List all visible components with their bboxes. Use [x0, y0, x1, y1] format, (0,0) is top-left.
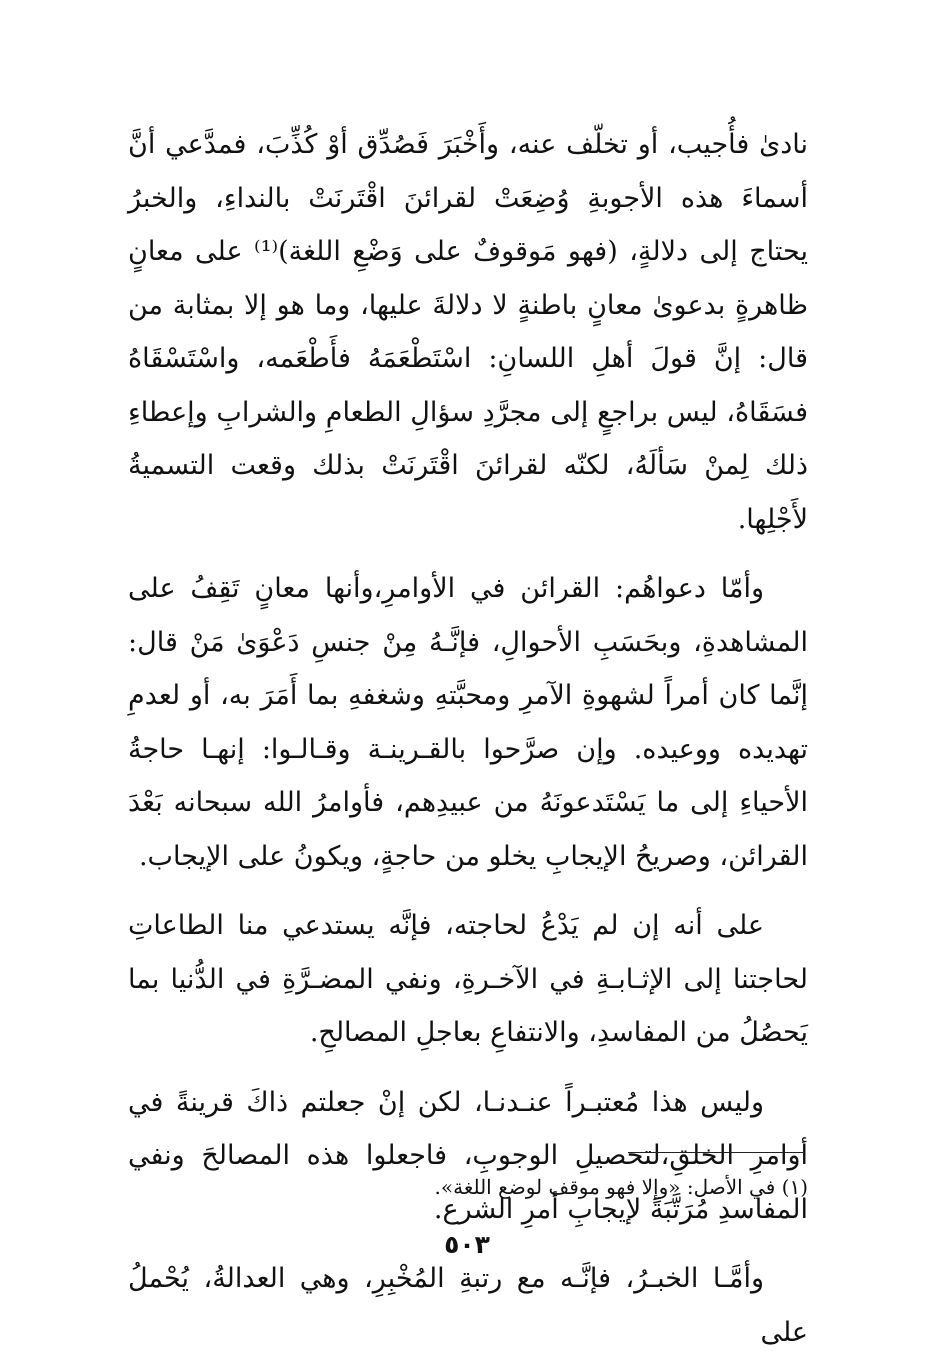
footnote-divider	[628, 1152, 804, 1153]
paragraph-2: وأمّا دعواهُم: القرائن في الأوامرِ،وأنها معانٍ تَقِفُ على المشاهدةِ، وبحَسَبِ الأحوالِ، فإنَّـهُ مِنْ جنسِ دَعْوَىٰ مَنْ قال: إنَّما كان أمراً لشهوةِ الآمرِ ومحبَّتهِ وشغفهِ بما أَمَرَ به، أو لعدمِ تهديده ووعيده. وإن صرَّحوا بالقـرينـة وقـالـوا: إنهـا حاجةُ الأحياءِ إلى ما يَسْتَدعونَهُ من عبيدِهم، فأوامرُ الله سبحانه بَعْدَ القرائن، وصريحُ الإيجابِ يخلو من حاجةٍ، ويكونُ على الإيجاب.	[128, 573, 808, 872]
paragraph-4: وليس هذا مُعتبـراً عنـدنـا، لكن إنْ جعلتم ذاكَ قرينةً في أوامرِ الخلقِ،لتحصيلِ الوجوبِ، فاجعلوا هذه المصالحَ ونفي المفاسدِ مُرَتَّبَةً لإيجابِ أمرِ الشرع.	[128, 1086, 808, 1225]
paragraph-5: وأمَّـا الخبـرُ، فإنَّـه مع رتبةِ المُخْبِرِ، وهي العدالةُ، يُحْملُ على	[128, 1263, 808, 1348]
footnote: (١) في الأصل: «وإلا فهو موقف لوضع اللغة».	[434, 1175, 808, 1199]
page-number: ٥٠٣	[444, 1230, 490, 1259]
paragraph-1: نادىٰ فأُجيب، أو تخلّف عنه، وأَخْبَرَ فَصُدِّق أوْ كُذِّبَ، فمدَّعي أنَّ أسماءَ هذه الأجوبةِ وُضِعَتْ لقرائنَ اقْتَرنَتْ بالنداءِ، والخبرُ يحتاج إلى دلالةٍ، (فهو مَوقوفٌ على وَضْعِ اللغة)⁽¹⁾ على معانٍ ظاهرةٍ بدعوىٰ معانٍ باطنةٍ لا دلالةَ عليها، وما هو إلا بمثابة من قال: إنَّ قولَ أهلِ اللسانِ: اسْتَطْعَمَهُ فأَطْعَمه، واسْتَسْقَاهُ فسَقَاهُ، ليس براجعٍ إلى مجرَّدِ سؤالِ الطعامِ والشرابِ وإعطاءِ ذلك لِمنْ سَألَهُ، لكنّه لقرائنَ اقْتَرنَتْ بذلك وقعت التسميةُ لأَجْلِها.	[128, 129, 808, 535]
paragraph-3: على أنه إن لم يَدْعُ لحاجته، فإنَّه يستدعي منا الطاعاتِ لحاجتنا إلى الإثـابـةِ في الآخـرةِ، ونفي المضـرَّةِ في الدُّنيا بما يَحصُلُ من المفاسدِ، والانتفاعِ بعاجلِ المصالحِ.	[128, 910, 808, 1048]
